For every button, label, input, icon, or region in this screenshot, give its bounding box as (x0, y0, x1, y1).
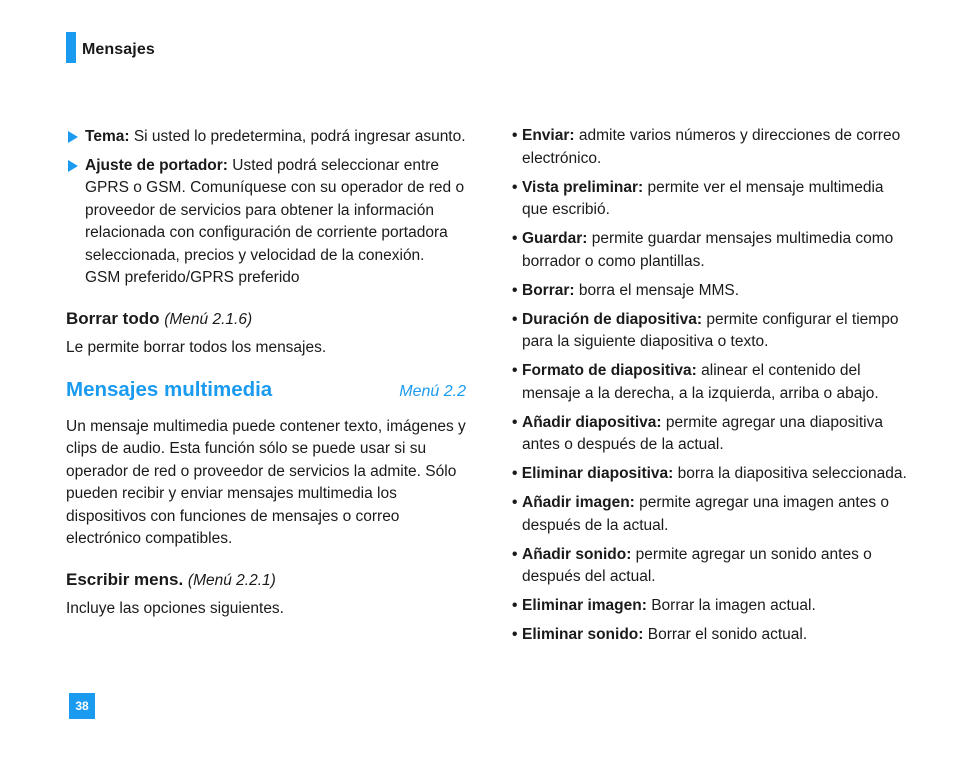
option-term: Eliminar imagen: (522, 597, 647, 614)
option-anadir-diapositiva (512, 412, 912, 457)
bullet-icon: • (512, 465, 522, 482)
option-guardar (512, 228, 912, 273)
option-text: borra el mensaje MMS. (574, 281, 740, 299)
option-eliminar-diapositiva (512, 463, 912, 486)
option-borrar (512, 280, 912, 303)
bullet-icon: • (512, 127, 518, 144)
item-extra: GSM preferido/GPRS preferido (85, 269, 300, 286)
bullet-icon: • (512, 494, 518, 511)
option-text: permite agregar una imagen antes o después de la actual. (522, 494, 890, 534)
escribir-menu-ref: (Menú 2.2.1) (187, 571, 276, 589)
option-term: Vista preliminar: (522, 178, 644, 196)
escribir-heading (66, 569, 466, 592)
option-term: Eliminar diapositiva: (521, 465, 674, 482)
option-text: alinear el contenido del mensaje a la derecha, a la izquierda, arriba o abajo. (522, 362, 879, 402)
option-term: Borrar: (522, 281, 575, 299)
bullet-icon: • (512, 545, 518, 563)
option-duracion-diapositiva (512, 309, 912, 354)
option-term: Añadir sonido: (522, 545, 632, 563)
option-term: Enviar: (522, 127, 575, 144)
option-text: permite agregar una diapositiva antes o después de la actual. (522, 413, 883, 453)
multimedia-heading (66, 379, 466, 404)
item-term: Tema: (85, 128, 130, 145)
right-column (512, 125, 912, 653)
arrow-bullet-icon (68, 131, 78, 143)
option-eliminar-sonido (512, 624, 912, 647)
bullet-icon: • (512, 626, 518, 643)
option-text: permite agregar un sonido antes o después del actual. (522, 545, 872, 585)
bullet-icon: • (512, 310, 518, 328)
borrar-todo-title: Borrar todo (66, 308, 160, 328)
bullet-icon: • (512, 281, 518, 299)
option-vista-preliminar (512, 177, 912, 222)
option-text: Borrar la imagen actual. (646, 597, 816, 614)
arrow-item-tema (66, 126, 466, 149)
arrow-item-ajuste-portador (66, 155, 466, 290)
option-term: Eliminar sonido: (522, 626, 644, 643)
bullet-icon: • (512, 413, 518, 431)
multimedia-title: Mensajes multimedia (66, 378, 273, 401)
option-term: Añadir diapositiva: (522, 413, 662, 431)
option-text: Borrar el sonido actual. (643, 626, 808, 643)
option-term: Añadir imagen: (522, 494, 635, 511)
multimedia-menu-ref: Menú 2.2 (399, 383, 466, 400)
option-eliminar-imagen (512, 595, 912, 618)
option-term: Duración de diapositiva: (522, 310, 703, 328)
option-anadir-imagen (512, 492, 912, 537)
page-number: 38 (69, 693, 95, 719)
borrar-todo-text: Le permite borrar todos los mensajes. (66, 338, 327, 356)
borrar-todo-menu-ref: (Menú 2.1.6) (164, 310, 253, 328)
bullet-icon: • (512, 230, 518, 247)
bullet-icon: • (512, 178, 518, 196)
option-enviar (512, 125, 912, 170)
item-text: Usted podrá seleccionar entre GPRS o GSM. Comuníquese con su operador de red o proveedor de servicios para obtener la información relacionada con configuración de corriente portadora seleccionada, precios y velocidad de la conexión. (85, 156, 465, 264)
option-text: permite configurar el tiempo para la siguiente diapositiva o texto. (522, 310, 899, 350)
escribir-title: Escribir mens. (66, 569, 184, 589)
option-text: permite guardar mensajes multimedia como borrador o como plantillas. (522, 230, 894, 270)
option-formato-diapositiva (512, 360, 912, 405)
section-accent-bar (66, 32, 76, 63)
left-column (66, 126, 466, 620)
option-term: Formato de diapositiva: (522, 362, 697, 379)
item-text: Si usted lo predetermina, podrá ingresar asunto. (129, 128, 466, 145)
multimedia-text: Un mensaje multimedia puede contener texto, imágenes y clips de audio. Esta función sólo se puede usar si su operador de red o proveedor de servicios la admite. Sólo pueden recibir y enviar mensajes multimedia los dispositivos con funciones de mensajes o correo electrónico compatibles. (66, 417, 466, 547)
option-text: permite ver el mensaje multimedia que escribió. (522, 178, 884, 218)
option-text: admite varios números y direcciones de correo electrónico. (522, 127, 901, 167)
bullet-icon: • (512, 362, 518, 379)
option-term: Guardar: (522, 230, 588, 247)
item-term: Ajuste de portador: (85, 156, 228, 174)
option-anadir-sonido (512, 544, 912, 589)
arrow-bullet-icon (68, 160, 78, 172)
section-title: Mensajes (82, 41, 155, 58)
bullet-icon: • (512, 597, 518, 614)
option-text: borra la diapositiva seleccionada. (673, 465, 907, 482)
escribir-text: Incluye las opciones siguientes. (66, 599, 284, 617)
borrar-todo-heading (66, 308, 466, 331)
